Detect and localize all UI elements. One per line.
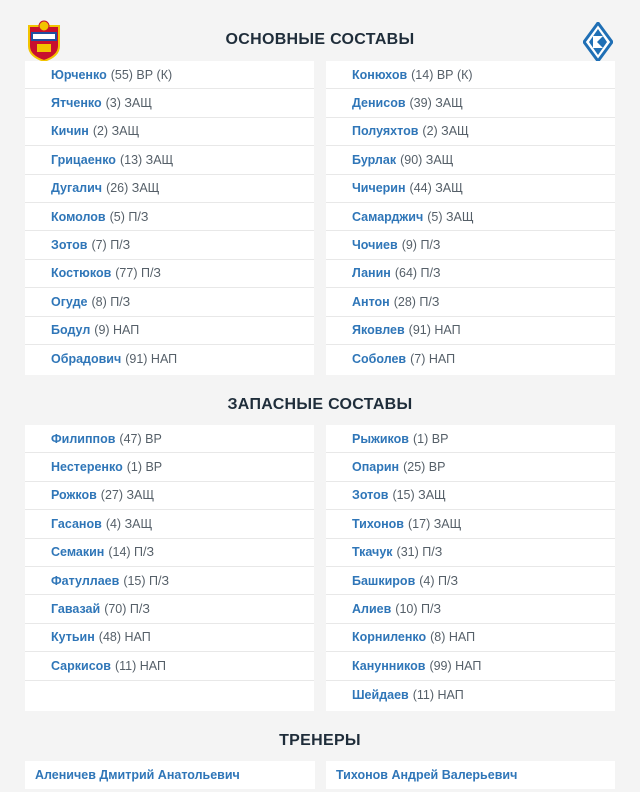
player-name-link[interactable]: Дугалич [51, 181, 103, 196]
player-name-link[interactable]: Комолов [51, 209, 106, 224]
player-name-link[interactable]: Тихонов [352, 516, 404, 531]
player-name-link[interactable]: Ланин [352, 266, 391, 281]
list-item [326, 231, 615, 259]
player-meta: (2) ЗАЩ [92, 124, 140, 139]
list-item [326, 453, 615, 481]
list-item [25, 482, 314, 510]
player-meta: (27) ЗАЩ [100, 488, 155, 503]
list-item [25, 453, 314, 481]
list-item [326, 175, 615, 203]
list-item [25, 61, 314, 89]
player-name-link[interactable]: Кичин [51, 124, 89, 139]
list-item [25, 89, 314, 117]
player-name-link[interactable]: Бодул [51, 323, 91, 338]
player-meta: (64) П/З [394, 266, 441, 281]
list-item [326, 203, 615, 231]
player-meta: (39) ЗАЩ [409, 96, 463, 111]
player-name-link[interactable]: Рыжиков [352, 431, 409, 446]
player-meta: (4) ЗАЩ [105, 516, 153, 531]
player-meta: (5) ЗАЩ [427, 209, 474, 224]
player-meta: (9) НАП [94, 323, 140, 338]
player-meta: (31) П/З [396, 545, 443, 560]
player-meta: (91) НАП [125, 352, 178, 367]
player-meta: (55) ВР (К) [110, 67, 173, 82]
player-meta: (91) НАП [408, 323, 461, 338]
substitutes-header: ЗАПАСНЫЕ СОСТАВЫ [227, 396, 413, 413]
list-item [326, 260, 615, 288]
list-item [25, 118, 314, 146]
home-coach-link[interactable]: Аленичев Дмитрий Анатольевич [25, 761, 315, 789]
away-coach-link[interactable]: Тихонов Андрей Валерьевич [326, 761, 615, 789]
list-item [25, 260, 314, 288]
player-name-link[interactable]: Ятченко [51, 96, 102, 111]
list-item [326, 482, 615, 510]
player-name-link[interactable]: Филиппов [51, 431, 116, 446]
list-item [326, 624, 615, 652]
player-meta: (70) П/З [104, 602, 150, 617]
player-meta: (44) ЗАЩ [409, 181, 463, 196]
player-name-link[interactable]: Нестеренко [51, 460, 123, 475]
player-meta: (25) ВР [403, 460, 446, 475]
list-item [326, 317, 615, 345]
player-meta: (15) ЗАЩ [392, 488, 446, 503]
list-item [326, 288, 615, 316]
player-meta: (14) П/З [108, 545, 155, 560]
player-name-link[interactable]: Семакин [51, 545, 105, 560]
player-meta: (17) ЗАЩ [408, 516, 462, 531]
player-name-link[interactable]: Самарджич [352, 209, 424, 224]
player-name-link[interactable]: Огуде [51, 294, 88, 309]
player-name-link[interactable]: Костюков [51, 266, 112, 281]
player-meta: (99) НАП [429, 658, 482, 673]
player-name-link[interactable]: Конюхов [352, 67, 408, 82]
player-name-link[interactable]: Бурлак [352, 152, 397, 167]
list-item [326, 510, 615, 538]
player-name-link[interactable]: Обрадович [51, 352, 122, 367]
list-item [326, 681, 615, 709]
player-name-link[interactable]: Грицаенко [51, 152, 116, 167]
player-name-link[interactable]: Опарин [352, 460, 400, 475]
player-name-link[interactable]: Ткачук [352, 545, 393, 560]
list-item [326, 345, 615, 373]
away-subs-list [326, 425, 615, 711]
list-item [326, 146, 615, 174]
list-item [25, 317, 314, 345]
player-meta: (90) ЗАЩ [400, 152, 454, 167]
player-meta: (4) П/З [419, 573, 459, 588]
list-item [25, 624, 314, 652]
list-item [25, 288, 314, 316]
player-name-link[interactable]: Денисов [352, 96, 406, 111]
list-item [25, 146, 314, 174]
player-name-link[interactable]: Зотов [352, 488, 389, 503]
list-item [326, 539, 615, 567]
player-name-link[interactable]: Яковлев [352, 323, 405, 338]
list-item [25, 175, 314, 203]
player-name-link[interactable]: Юрченко [51, 67, 107, 82]
player-meta: (11) НАП [412, 687, 464, 702]
player-meta: (13) ЗАЩ [119, 152, 174, 167]
player-meta: (15) П/З [123, 573, 170, 588]
player-meta: (28) П/З [393, 294, 440, 309]
list-item [25, 539, 314, 567]
home-starting-list [25, 61, 314, 375]
empty-list-item [25, 681, 314, 709]
player-name-link[interactable]: Рожков [51, 488, 97, 503]
list-item [25, 510, 314, 538]
player-name-link[interactable]: Чочиев [352, 238, 398, 253]
list-item [25, 231, 314, 259]
list-item [25, 595, 314, 623]
player-name-link[interactable]: Канунников [352, 658, 426, 673]
player-meta: (14) ВР (К) [411, 67, 473, 82]
player-meta: (26) ЗАЩ [106, 181, 160, 196]
player-name-link[interactable]: Полуяхтов [352, 124, 419, 139]
player-meta: (77) П/З [115, 266, 161, 281]
player-meta: (3) ЗАЩ [105, 96, 152, 111]
list-item [25, 567, 314, 595]
player-name-link[interactable]: Корниленко [352, 630, 427, 645]
player-name-link[interactable]: Фатуллаев [51, 573, 120, 588]
player-meta: (8) НАП [430, 630, 476, 645]
list-item [25, 203, 314, 231]
player-meta: (8) П/З [91, 294, 131, 309]
list-item [25, 345, 314, 373]
player-name-link[interactable]: Саркисов [51, 658, 111, 673]
list-item [25, 425, 314, 453]
player-meta: (2) ЗАЩ [422, 124, 469, 139]
player-name-link[interactable]: Чичерин [352, 181, 406, 196]
player-name-link[interactable]: Кутьин [51, 630, 95, 645]
list-item [326, 425, 615, 453]
player-name-link[interactable]: Алиев [352, 602, 392, 617]
list-item [326, 118, 615, 146]
starting-lineups-header: ОСНОВНЫЕ СОСТАВЫ [225, 31, 415, 48]
list-item [326, 652, 615, 680]
player-name-link[interactable]: Соболев [352, 352, 407, 367]
home-subs-list [25, 425, 314, 711]
player-meta: (1) ВР [412, 431, 449, 446]
player-name-link[interactable]: Гасанов [51, 516, 102, 531]
player-meta: (9) П/З [401, 238, 441, 253]
player-meta: (11) НАП [114, 658, 166, 673]
player-meta: (5) П/З [109, 209, 149, 224]
player-meta: (7) НАП [410, 352, 456, 367]
player-name-link[interactable]: Гавазай [51, 602, 101, 617]
player-meta: (10) П/З [395, 602, 442, 617]
list-item [326, 61, 615, 89]
player-meta: (1) ВР [126, 460, 163, 475]
list-item [326, 567, 615, 595]
player-name-link[interactable]: Башкиров [352, 573, 416, 588]
player-meta: (7) П/З [91, 238, 131, 253]
away-starting-list [326, 61, 615, 375]
list-item [25, 652, 314, 680]
player-name-link[interactable]: Шейдаев [352, 687, 409, 702]
player-meta: (48) НАП [98, 630, 151, 645]
player-name-link[interactable]: Антон [352, 294, 390, 309]
coaches-header: ТРЕНЕРЫ [279, 732, 361, 749]
player-name-link[interactable]: Зотов [51, 238, 88, 253]
list-item [326, 595, 615, 623]
list-item [326, 89, 615, 117]
player-meta: (47) ВР [119, 431, 162, 446]
